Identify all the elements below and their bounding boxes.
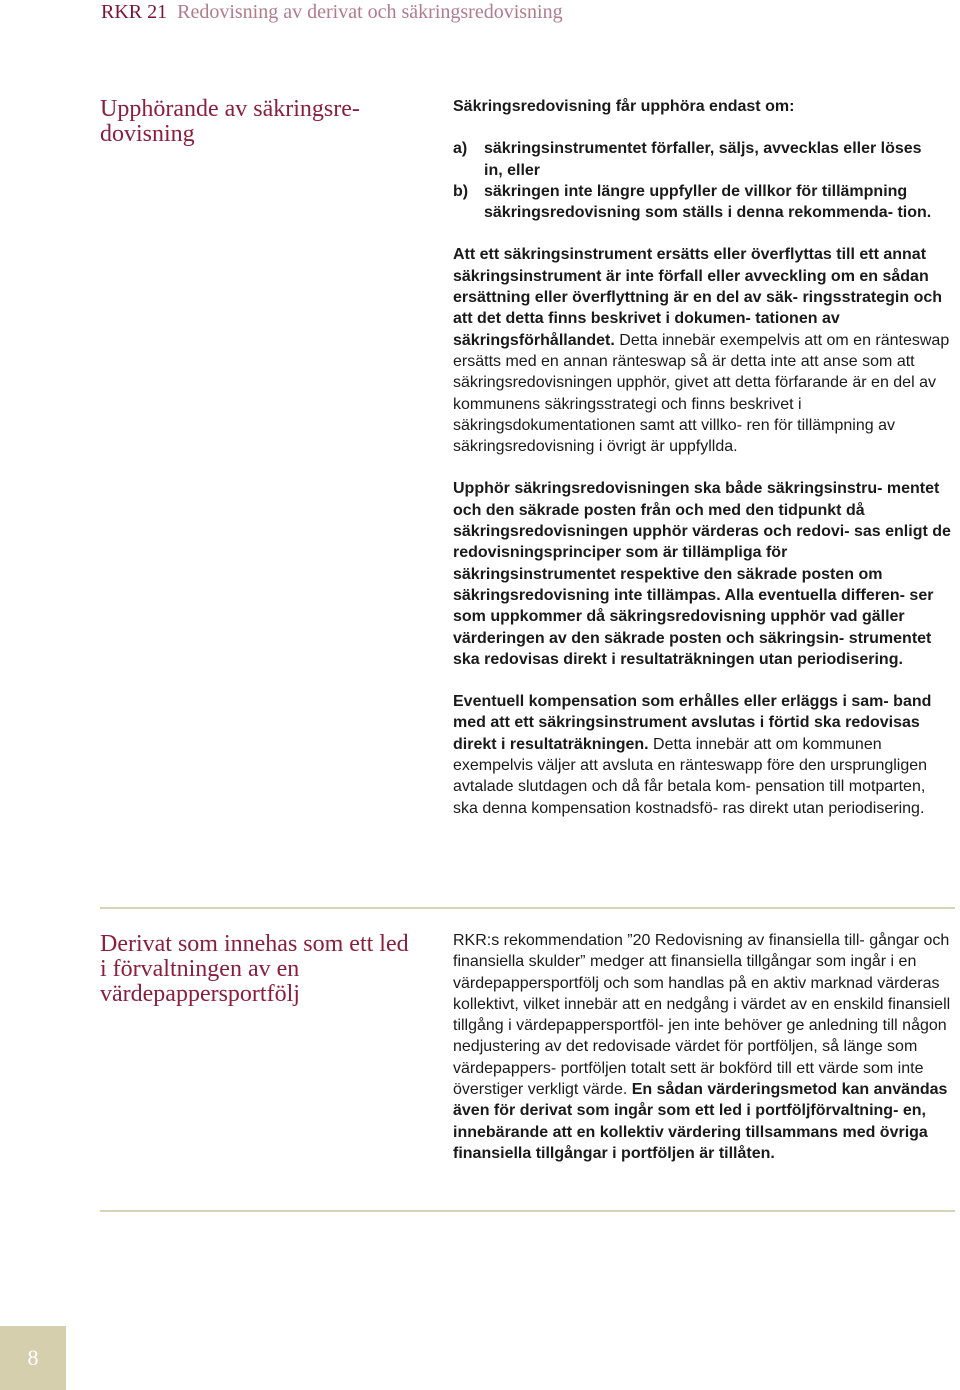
paragraph-bold-part: En sådan värderingsmetod kan användas även för derivat som ingår som ett led i portföljförvaltning- en, innebärande att en kollektiv värdering tillsammans med övriga finansiella tillgångar i portföljen är tillåten. (453, 1081, 948, 1162)
paragraph-replacement (453, 244, 953, 457)
section-divider (100, 907, 955, 909)
section-heading-derivat: Derivat som innehas som ett led i förvaltningen av en värdepappersportfölj (100, 931, 409, 1007)
section-body-derivat (453, 930, 953, 1164)
paragraph-normal-part: Detta innebär exempelvis att om en ränteswap ersätts med en annan ränteswap så är detta inte att anse som att säkringsredovisningen upphör, givet att detta förfarande är en del av kommunens säkringsstrategi och finns beskrivet i säkringsdokumentationen samt att villko- ren för tillämpning av säkringsredovisning i övrigt är uppfyllda. (453, 331, 950, 456)
paragraph-discontinuation: Upphör säkringsredovisningen ska både säkringsinstru- mentet och den säkrade posten från och med den tidpunkt då säkringsredovisningen upphör värderas och redovi- sas enligt de redovisningsprinciper som är tillämpliga för säkringsinstrumentet respektive den säkrade posten om säkringsredovisning inte tillämpas. Alla eventuella differen- ser som uppkommer då säkringsredovisning upphör vad gäller värderingen av den säkrade posten och säkringsin- strumentet ska redovisas direkt i resultaträkningen utan periodisering. (453, 480, 951, 668)
paragraph-normal-part: RKR:s rekommendation ”20 Redovisning av finansiella till- gångar och finansiella skulder” medger att finansiella tillgångar som ingår i en värdepappersportfölj och som handlas på en aktiv marknad värderas kollektivt, vilket innebär att en nedgång i värdet av en enskild finansiell tillgång i värdepappersportföl- jen inte behöver ge anledning till någon nedjustering av det redovisade värdet för portföljen, så länge som värdepappers- portföljen totalt sett är bokförd till ett värde som inte överstiger verkligt värde. (453, 932, 951, 1099)
page-number-box (0, 1326, 66, 1390)
paragraph-bold-part: Att ett säkringsinstrument ersätts eller överflyttas till ett annat säkringsinstrument är inte förfall eller avveckling om en sådan ersättning eller överflyttning är en del av säk- ringsstrategin och att det detta finns beskrivet i dokumen- tationen av säkringsförhållandet. (453, 246, 943, 349)
list-item (453, 138, 953, 181)
running-header (101, 1, 563, 24)
page-number: 8 (27, 1345, 39, 1370)
paragraph-compensation (453, 691, 953, 819)
paragraph-portfolio (453, 930, 953, 1164)
report-series: RKR 21 (101, 1, 168, 23)
report-title: Redovisning av derivat och säkringsredovisning (177, 1, 563, 23)
intro-paragraph: Säkringsredovisning får upphöra endast om: (453, 98, 795, 115)
section-body-upphorande (453, 96, 953, 819)
list-text: säkringsinstrumentet förfaller, säljs, avvecklas eller löses in, eller (484, 140, 922, 179)
list-text: säkringen inte längre uppfyller de villkor för tillämpning säkringsredovisning som ställs i denna rekommenda- tion. (484, 182, 932, 222)
section-divider (100, 1210, 955, 1212)
list-item (453, 181, 953, 224)
paragraph-bold-part: Eventuell kompensation som erhålles eller erläggs i sam- band med att ett säkringsinstrument avslutas i förtid ska redovisas direkt i resultaträkningen. (453, 693, 932, 753)
list-marker: a) (453, 140, 468, 158)
section-heading-upphorande: Upphörande av säkringsre- dovisning (100, 96, 360, 147)
list-marker: b) (453, 182, 469, 200)
paragraph-normal-part: Detta innebär att om kommunen exempelvis väljer att avsluta en ränteswapp före den ursprungligen avtalade slutdagen och då får betala kom- pensation till motparten, ska denna kompensation kostnadsfö- ras direkt utan periodisering. (453, 735, 928, 817)
